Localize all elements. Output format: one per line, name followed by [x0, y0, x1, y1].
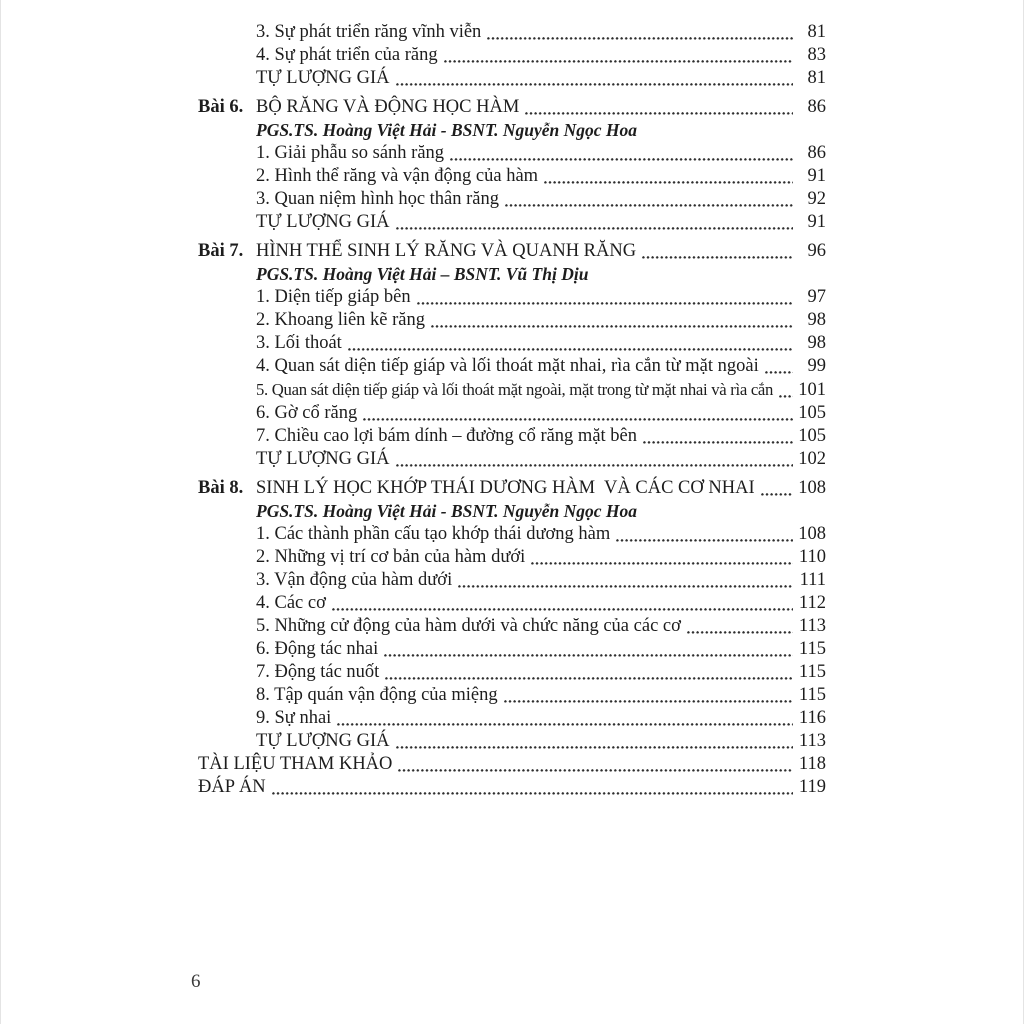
toc-entry-row: [198, 638, 826, 661]
dotted-leader: [348, 348, 793, 351]
toc-chapter-row: [198, 240, 826, 263]
entry-title: ĐÁP ÁN: [198, 777, 266, 797]
entry-title: 2. Hình thể răng và vận động của hàm: [256, 166, 539, 186]
toc-entry-row: [198, 523, 826, 546]
entry-page-number: 108: [798, 524, 826, 544]
dotted-leader: [450, 158, 793, 161]
entry-page-number: 81: [807, 68, 826, 88]
entry-page-number: 111: [799, 570, 826, 590]
toc-entry-row: [198, 684, 826, 707]
entry-page-number: 86: [807, 97, 826, 117]
toc-entry-row: [198, 211, 826, 234]
entry-page-number: 92: [807, 189, 826, 209]
entry-page-number: 105: [798, 403, 826, 423]
dotted-leader: [398, 769, 793, 772]
entry-page-number: 98: [807, 310, 826, 330]
entry-title: HÌNH THỂ SINH LÝ RĂNG VÀ QUANH RĂNG: [256, 241, 637, 261]
entry-page-number: 113: [798, 731, 826, 751]
toc-author-row: [198, 119, 826, 142]
toc-entry-row: [198, 546, 826, 569]
dotted-leader: [642, 256, 793, 259]
toc-entry-row: [198, 776, 826, 799]
toc-entry-row: [198, 188, 826, 211]
entry-title: 4. Sự phát triển của răng: [256, 45, 438, 65]
entry-title: 1. Các thành phần cấu tạo khớp thái dương hàm: [256, 524, 611, 544]
dotted-leader: [396, 227, 793, 230]
toc-entry-row: [198, 165, 826, 188]
toc-entry-row: [198, 378, 826, 402]
entry-title: 8. Tập quán vận động của miệng: [256, 685, 498, 705]
toc-entry-row: [198, 569, 826, 592]
entry-title: BỘ RĂNG VÀ ĐỘNG HỌC HÀM: [256, 97, 520, 117]
toc-chapter-row: [198, 477, 826, 500]
dotted-leader: [384, 654, 793, 657]
entry-title: 7. Động tác nuốt: [256, 662, 380, 682]
entry-title: 1. Diện tiếp giáp bên: [256, 287, 411, 307]
entry-page-number: 97: [807, 287, 826, 307]
toc-entry-row: [198, 402, 826, 425]
toc-entry-row: [198, 44, 826, 67]
toc-entry-row: [198, 448, 826, 471]
dotted-leader: [531, 562, 793, 565]
entry-title: TỰ LƯỢNG GIÁ: [256, 731, 390, 751]
toc-entry-row: [198, 332, 826, 355]
toc-chapter-row: [198, 96, 826, 119]
entry-page-number: 101: [798, 380, 826, 400]
dotted-leader: [337, 723, 793, 726]
entry-page-number: 99: [807, 356, 826, 376]
toc-entry-row: [198, 286, 826, 309]
entry-title: 3. Vận động của hàm dưới: [256, 570, 453, 590]
toc-entry-row: [198, 309, 826, 332]
entry-page-number: 115: [798, 662, 826, 682]
dotted-leader: [687, 631, 793, 634]
entry-title: 9. Sự nhai: [256, 708, 332, 728]
dotted-leader: [385, 677, 793, 680]
toc-entry-row: [198, 730, 826, 753]
entry-title: 2. Khoang liên kẽ răng: [256, 310, 426, 330]
entry-title: 1. Giải phẫu so sánh răng: [256, 143, 445, 163]
entry-title: 3. Lối thoát: [256, 333, 342, 353]
dotted-leader: [761, 493, 793, 496]
entry-title: 5. Quan sát diện tiếp giáp và lối thoát mặt ngoài, mặt trong từ mặt nhai và rìa cắn: [256, 380, 774, 399]
dotted-leader: [363, 418, 793, 421]
entry-page-number: 108: [798, 478, 826, 498]
entry-title: 7. Chiều cao lợi bám dính – đường cổ răng mặt bên: [256, 426, 638, 446]
entry-page-number: 119: [798, 777, 826, 797]
toc-author-row: [198, 500, 826, 523]
toc-author-row: [198, 263, 826, 286]
dotted-leader: [444, 60, 793, 63]
entry-page-number: 112: [798, 593, 826, 613]
entry-title: 6. Động tác nhai: [256, 639, 379, 659]
dotted-leader: [396, 83, 793, 86]
entry-title: SINH LÝ HỌC KHỚP THÁI DƯƠNG HÀM VÀ CÁC CƠ NHAI: [256, 478, 755, 498]
author-name: PGS.TS. Hoàng Việt Hải - BSNT. Nguyễn Ngọc Hoa: [256, 501, 637, 521]
chapter-label: Bài 8.: [198, 478, 244, 498]
dotted-leader: [504, 700, 793, 703]
author-name: PGS.TS. Hoàng Việt Hải – BSNT. Vũ Thị Dịu: [256, 264, 589, 284]
entry-page-number: 81: [807, 22, 826, 42]
entry-title: 4. Các cơ: [256, 593, 326, 613]
entry-page-number: 96: [807, 241, 826, 261]
entry-title: TỰ LƯỢNG GIÁ: [256, 449, 390, 469]
toc-entry-row: [198, 753, 826, 776]
dotted-leader: [505, 204, 793, 207]
toc-entry-row: [198, 661, 826, 684]
entry-page-number: 91: [807, 166, 826, 186]
entry-title: 3. Sự phát triển răng vĩnh viễn: [256, 22, 482, 42]
dotted-leader: [272, 792, 793, 795]
toc-entry-row: [198, 425, 826, 448]
dotted-leader: [544, 181, 793, 184]
entry-page-number: 98: [807, 333, 826, 353]
entry-page-number: 115: [798, 685, 826, 705]
entry-page-number: 116: [798, 708, 826, 728]
page-number: 6: [191, 971, 201, 992]
entry-title: TỰ LƯỢNG GIÁ: [256, 68, 390, 88]
entry-page-number: 115: [798, 639, 826, 659]
dotted-leader: [396, 464, 793, 467]
entry-title: TỰ LƯỢNG GIÁ: [256, 212, 390, 232]
entry-page-number: 110: [798, 547, 826, 567]
entry-page-number: 102: [798, 449, 826, 469]
toc-list: [198, 21, 826, 799]
entry-page-number: 91: [807, 212, 826, 232]
dotted-leader: [616, 539, 793, 542]
toc-entry-row: [198, 355, 826, 378]
dotted-leader: [643, 441, 793, 444]
entry-title: 6. Gờ cổ răng: [256, 403, 358, 423]
toc-entry-row: [198, 615, 826, 638]
entry-title: 2. Những vị trí cơ bản của hàm dưới: [256, 547, 526, 567]
toc-entry-row: [198, 707, 826, 730]
entry-page-number: 105: [798, 426, 826, 446]
dotted-leader: [332, 608, 793, 611]
dotted-leader: [525, 112, 793, 115]
dotted-leader: [487, 37, 793, 40]
toc-entry-row: [198, 21, 826, 44]
chapter-label: Bài 6.: [198, 97, 244, 117]
dotted-leader: [779, 395, 793, 398]
entry-title: 5. Những cử động của hàm dưới và chức năng của các cơ: [256, 616, 681, 636]
entry-page-number: 86: [807, 143, 826, 163]
entry-page-number: 113: [798, 616, 826, 636]
toc-entry-row: [198, 142, 826, 165]
dotted-leader: [765, 371, 793, 374]
dotted-leader: [458, 585, 793, 588]
entry-title: 4. Quan sát diện tiếp giáp và lối thoát mặt nhai, rìa cắn từ mặt ngoài: [256, 356, 759, 376]
dotted-leader: [431, 325, 793, 328]
toc-entry-row: [198, 592, 826, 615]
entry-page-number: 118: [798, 754, 826, 774]
entry-title: 3. Quan niệm hình học thân răng: [256, 189, 500, 209]
entry-title: TÀI LIỆU THAM KHẢO: [198, 754, 393, 774]
toc-entry-row: [198, 67, 826, 90]
author-name: PGS.TS. Hoàng Việt Hải - BSNT. Nguyễn Ngọc Hoa: [256, 120, 637, 140]
entry-page-number: 83: [807, 45, 826, 65]
chapter-label: Bài 7.: [198, 241, 244, 261]
dotted-leader: [417, 302, 793, 305]
dotted-leader: [396, 746, 793, 749]
